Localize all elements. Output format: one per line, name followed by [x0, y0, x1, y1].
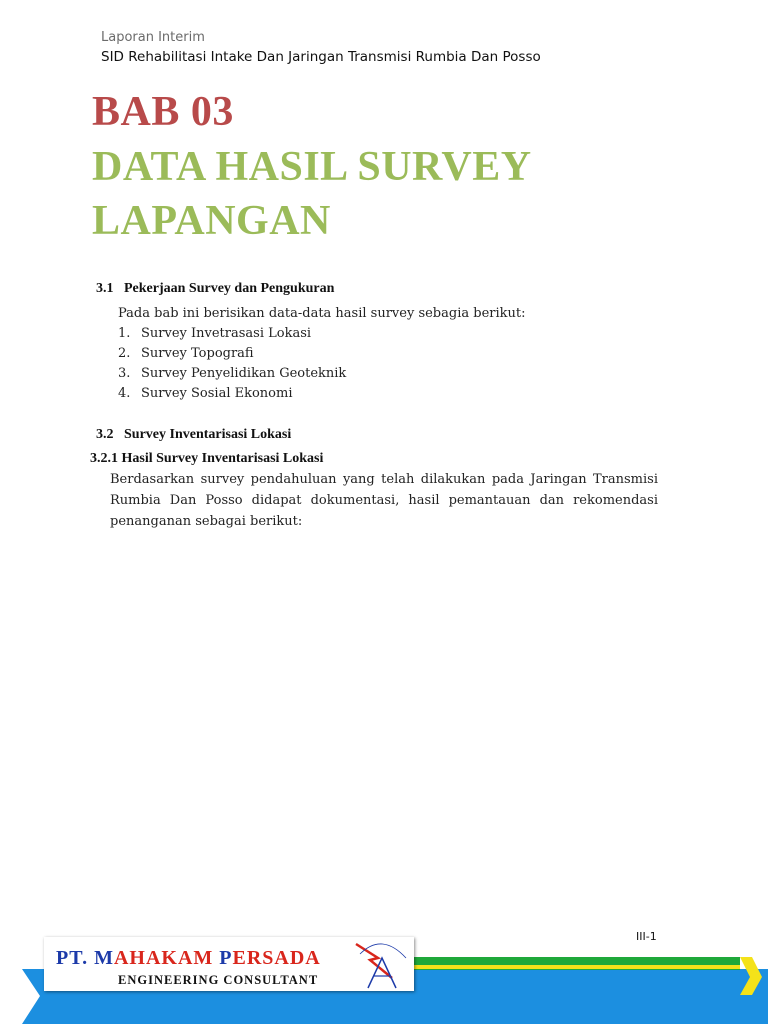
section-3-2-1-body: Berdasarkan survey pendahuluan yang telah dilakukan pada Jaringan Transmisi Rumbia Dan Posso didapat dokumentasi, hasil pemantauan dan rekomendasi penanganan sebagai berikut: — [110, 472, 658, 529]
chapter-title-line-2: LAPANGAN — [92, 198, 331, 244]
section-3-2-heading — [96, 427, 291, 443]
logo-lightning-mark — [356, 944, 392, 978]
list-item — [118, 384, 346, 404]
company-prefix: PT. — [56, 947, 95, 969]
list-item-number: 4. — [118, 386, 131, 401]
company-logo-icon — [348, 938, 414, 990]
project-title: SID Rehabilitasi Intake Dan Jaringan Transmisi Rumbia Dan Posso — [101, 49, 541, 65]
list-item-number: 2. — [118, 346, 131, 361]
company-letter-p: P — [219, 947, 233, 969]
company-letter-m: M — [94, 947, 114, 969]
footer-yellow-stripe — [400, 965, 740, 969]
report-type-label: Laporan Interim — [101, 30, 205, 45]
page-number: III-1 — [636, 930, 657, 943]
section-3-2-number: 3.2 — [96, 427, 114, 442]
company-tagline: ENGINEERING CONSULTANT — [118, 973, 319, 987]
list-item — [118, 324, 346, 344]
list-item-text: Survey Topografi — [141, 346, 254, 361]
list-item — [118, 364, 346, 384]
list-item-text: Survey Invetrasasi Lokasi — [141, 326, 312, 341]
chapter-title-line-1: DATA HASIL SURVEY — [92, 144, 532, 190]
list-item-number: 1. — [118, 326, 131, 341]
list-item-number: 3. — [118, 366, 131, 381]
section-3-2-title: Survey Inventarisasi Lokasi — [124, 427, 292, 442]
company-name-mid: AHAKAM — [113, 947, 220, 969]
section-3-1-heading — [96, 281, 334, 297]
survey-list — [118, 324, 346, 404]
chapter-number: BAB 03 — [92, 89, 234, 135]
list-item — [118, 344, 346, 364]
list-item-text: Survey Penyelidikan Geoteknik — [141, 366, 347, 381]
section-3-1-number: 3.1 — [96, 281, 114, 296]
section-3-1-intro: Pada bab ini berisikan data-data hasil survey sebagia berikut: — [118, 306, 526, 321]
company-name — [56, 947, 321, 970]
section-3-1-title: Pekerjaan Survey dan Pengukuran — [124, 281, 335, 296]
chapter-title — [92, 140, 532, 248]
section-3-2-1-heading: 3.2.1 Hasil Survey Inventarisasi Lokasi — [90, 451, 324, 466]
list-item-text: Survey Sosial Ekonomi — [141, 386, 293, 401]
company-name-end: ERSADA — [232, 947, 321, 969]
